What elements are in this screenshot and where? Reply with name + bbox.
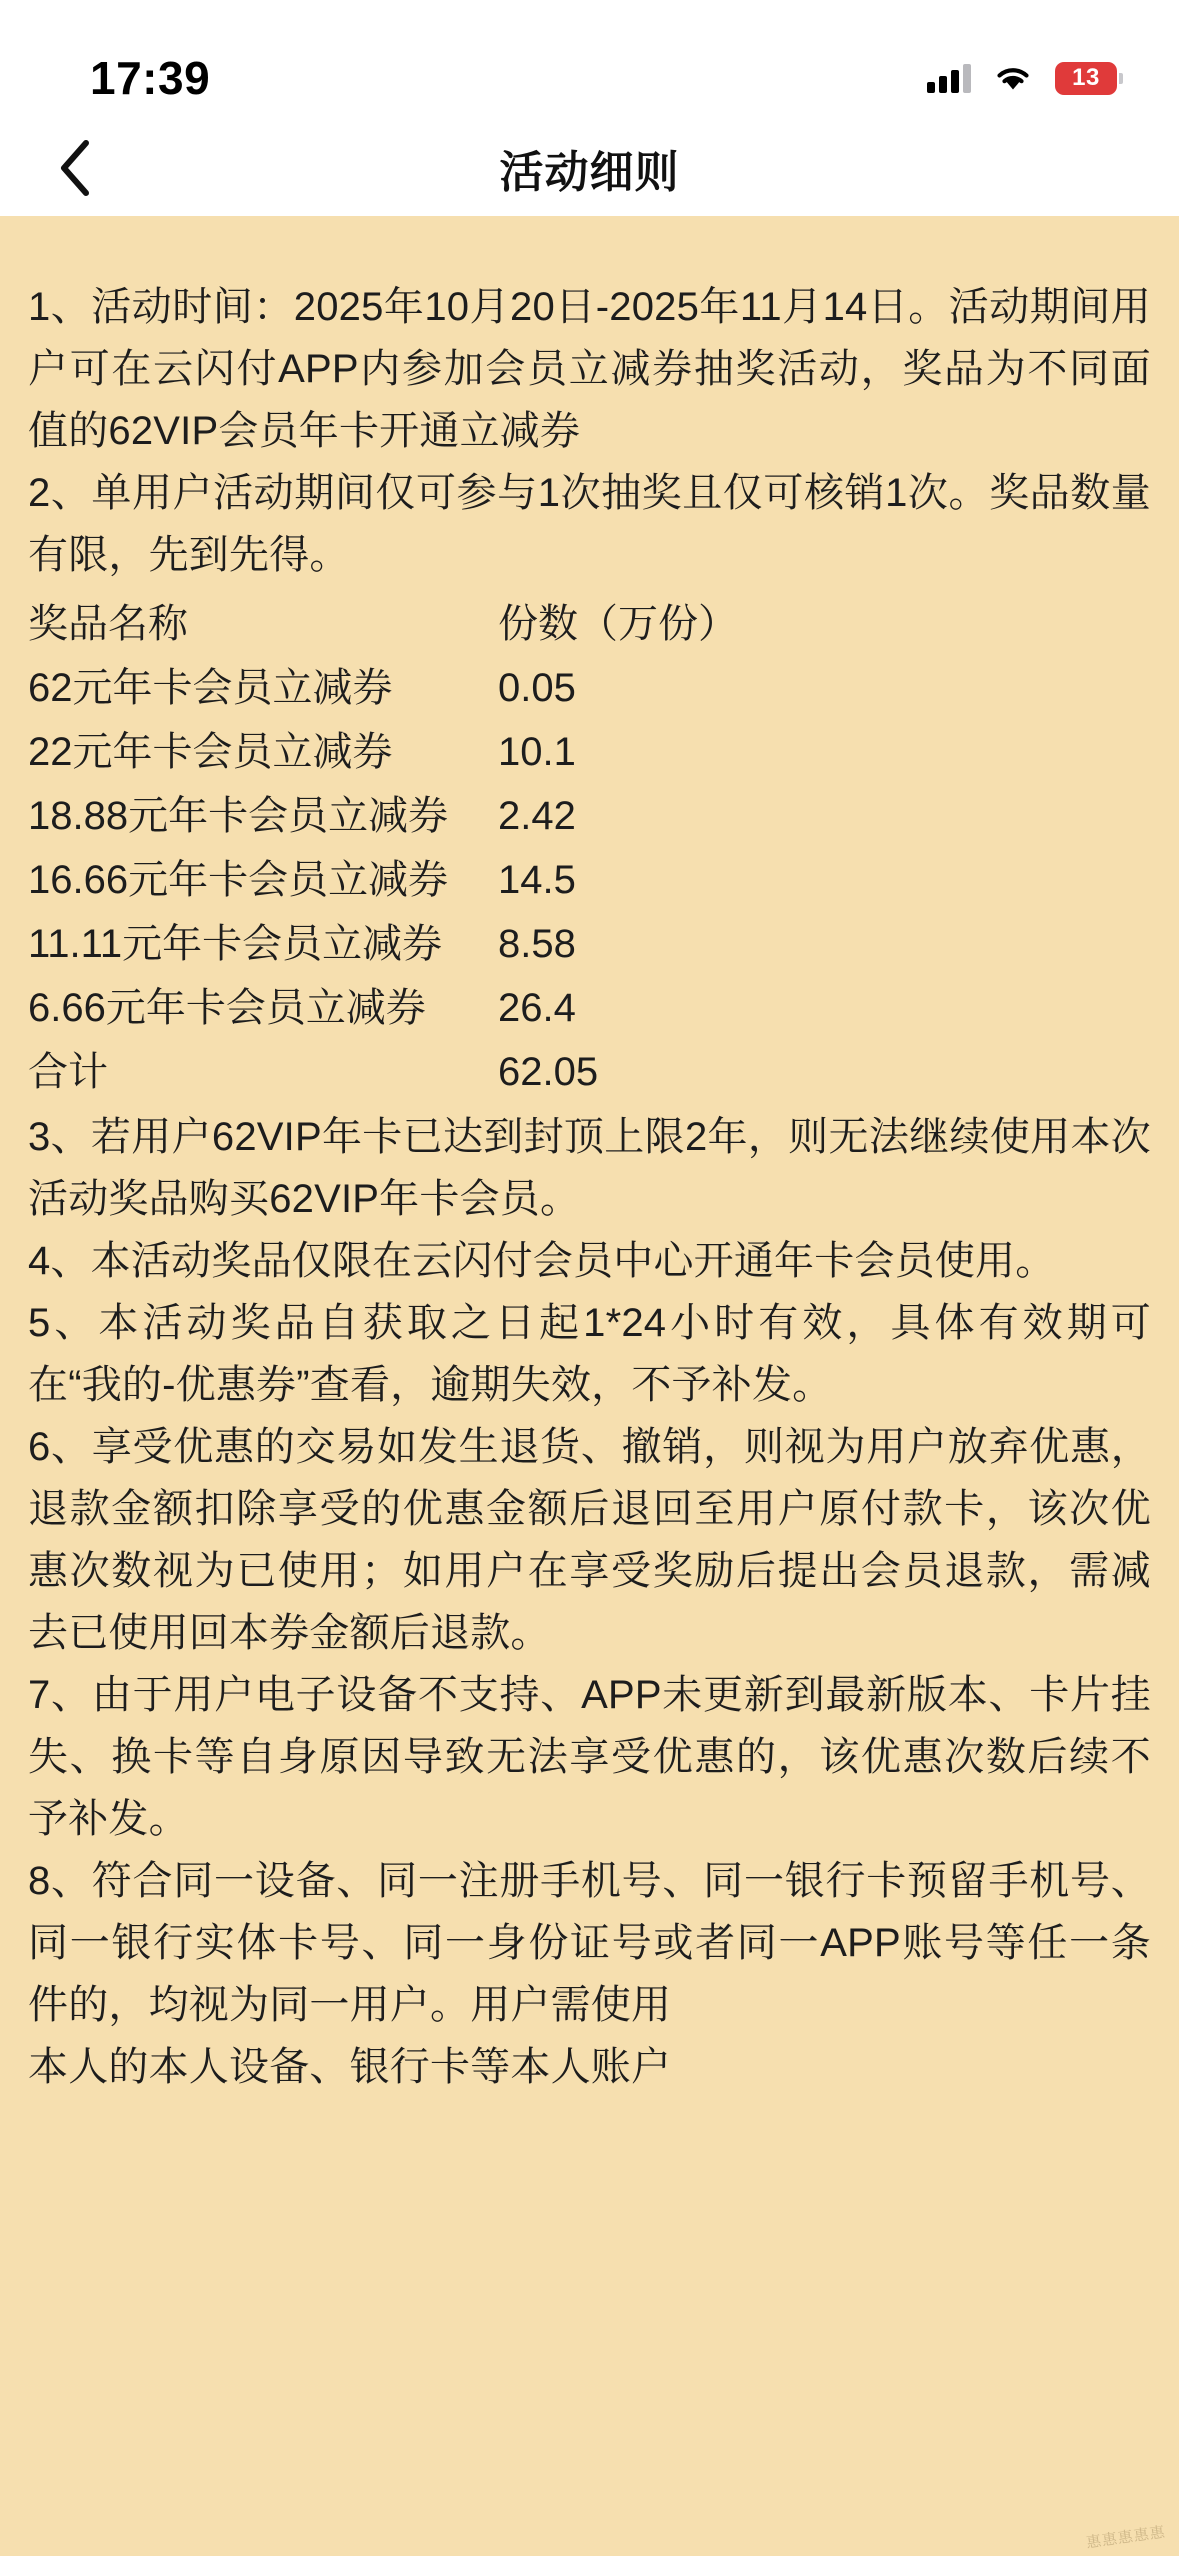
rule-paragraph-8: 8、符合同一设备、同一注册手机号、同一银行卡预留手机号、同一银行实体卡号、同一身份证号或者同一APP账号等任一条件的，均视为同一用户。用户需使用: [28, 1859, 1151, 2027]
status-bar: [0, 0, 1179, 120]
page-title: 活动细则: [499, 148, 680, 197]
prize-total-count: 62.05: [498, 1050, 599, 1094]
prize-count: 10.1: [498, 730, 576, 774]
status-bar-time: 17:39: [90, 52, 211, 104]
prize-total-label: 合计: [28, 1050, 108, 1094]
rule-paragraph-4: 4、本活动奖品仅限在云闪付会员中心开通年卡会员使用。: [28, 1239, 1056, 1283]
watermark: 惠惠惠惠惠: [1085, 2523, 1167, 2552]
rule-paragraph-7: 7、由于用户电子设备不支持、APP未更新到最新版本、卡片挂失、换卡等自身原因导致无法享受优惠的，该优惠次数后续不予补发。: [28, 1673, 1151, 1841]
prize-count: 2.42: [498, 794, 576, 838]
prize-name: 11.11元年卡会员立减券: [28, 922, 443, 966]
wifi-icon: [993, 63, 1033, 93]
prize-table: [28, 592, 1151, 1104]
prize-count: 14.5: [498, 858, 576, 902]
table-row: [28, 848, 1151, 912]
table-row: [28, 656, 1151, 720]
prize-name: 16.66元年卡会员立减券: [28, 858, 449, 902]
prize-name: 22元年卡会员立减券: [28, 730, 393, 774]
prize-count: 26.4: [498, 986, 576, 1030]
prize-name: 18.88元年卡会员立减券: [28, 794, 449, 838]
rule-paragraph-5: 5、本活动奖品自获取之日起1*24小时有效，具体有效期可在“我的-优惠券”查看，逾期失效，不予补发。: [28, 1301, 1151, 1407]
rule-paragraph-3: 3、若用户62VIP年卡已达到封顶上限2年，则无法继续使用本次活动奖品购买62VIP年卡会员。: [28, 1115, 1151, 1221]
status-bar-indicators: [927, 62, 1117, 95]
prize-count: 8.58: [498, 922, 576, 966]
rule-paragraph-1: 1、活动时间：2025年10月20日-2025年11月14日。活动期间用户可在云闪付APP内参加会员立减券抽奖活动，奖品为不同面值的62VIP会员年卡开通立减券: [28, 285, 1151, 453]
battery-level-label: 13: [1072, 64, 1100, 91]
table-row: [28, 976, 1151, 1040]
back-button[interactable]: [38, 130, 114, 206]
rule-paragraph-6: 6、享受优惠的交易如发生退货、撤销，则视为用户放弃优惠，退款金额扣除享受的优惠金额后退回至用户原付款卡，该次优惠次数视为已使用；如用户在享受奖励后提出会员退款，需减去已使用回本券金额后退款。: [28, 1425, 1151, 1655]
prize-table-header-row: [28, 592, 1151, 656]
rules-content: [0, 216, 1179, 2556]
rule-paragraph-2: 2、单用户活动期间仅可参与1次抽奖且仅可核销1次。奖品数量有限，先到先得。: [28, 471, 1151, 577]
table-row: [28, 720, 1151, 784]
rule-paragraph-8-continued: 本人的本人设备、银行卡等本人账户: [28, 2045, 672, 2089]
table-row: [28, 784, 1151, 848]
table-row: [28, 912, 1151, 976]
prize-count: 0.05: [498, 666, 576, 710]
table-row-total: [28, 1040, 1151, 1104]
prize-name: 6.66元年卡会员立减券: [28, 986, 426, 1030]
navigation-bar: [0, 120, 1179, 216]
prize-table-header-count: 份数（万份）: [498, 602, 738, 646]
chevron-left-icon: [58, 138, 94, 198]
prize-name: 62元年卡会员立减券: [28, 666, 393, 710]
cellular-signal-icon: [927, 63, 971, 93]
prize-table-header-name: 奖品名称: [28, 602, 188, 646]
battery-indicator: [1055, 62, 1117, 95]
